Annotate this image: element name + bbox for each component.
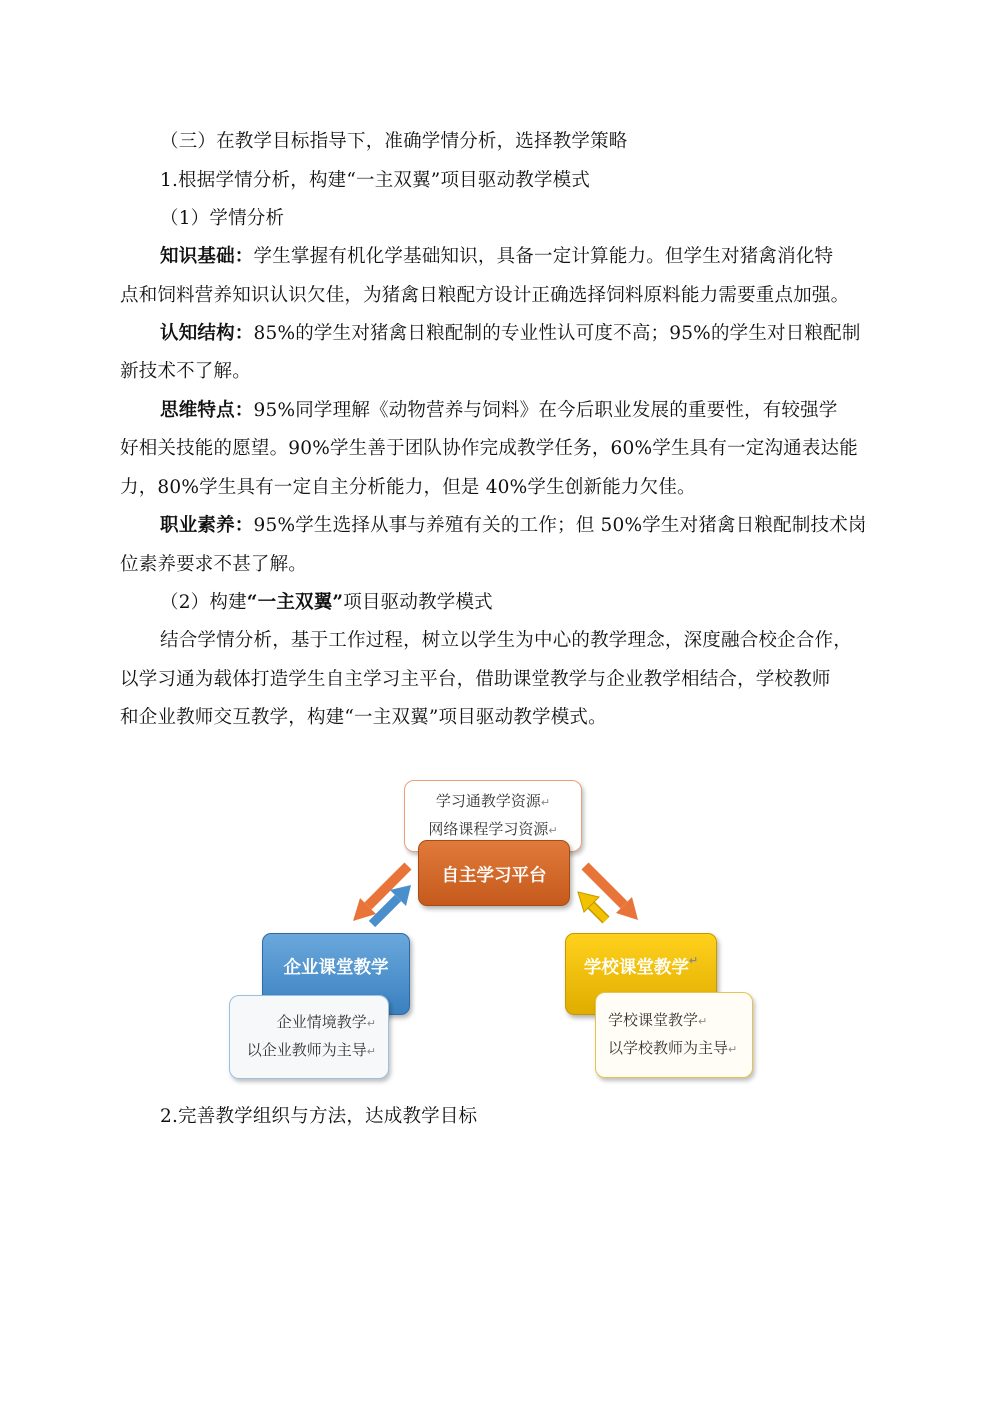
item2-heading: 2.完善教学组织与方法，达成教学目标: [160, 1106, 478, 1127]
enterprise-detail-item: 以企业教师为主导↵: [246, 1041, 376, 1059]
model-paragraph-line2: 以学习通为载体打造学生自主学习主平台，借助课堂教学与企业教学相结合，学校教师: [120, 669, 831, 690]
school-details-box: [595, 992, 753, 1078]
sub2-suffix: 项目驱动教学模式: [343, 592, 493, 613]
paragraph-mark-icon: ↵: [688, 954, 699, 967]
knowledge-text: 学生掌握有机化学基础知识，具备一定计算能力。但学生对猪禽消化特: [253, 246, 834, 267]
paragraph-mark-icon: ↵: [366, 1017, 376, 1030]
quality-text: 95%学生选择从事与养殖有关的工作；但 50%学生对猪禽日粮配制技术岗: [253, 515, 867, 536]
sub2-prefix: （2）构建: [160, 592, 247, 613]
sub2-bold: “一主双翼”: [246, 592, 344, 613]
knowledge-label: 知识基础：: [160, 246, 254, 267]
self-learning-platform-box: 自主学习平台: [418, 840, 570, 906]
school-teaching-box: 学校课堂教学 ↵: [565, 933, 717, 1015]
paragraph-mark-icon: ↵: [548, 824, 558, 837]
paragraph-mark-icon: ↵: [698, 1015, 708, 1028]
sub1-heading: （1）学情分析: [160, 208, 285, 229]
model-paragraph-line1: 结合学情分析，基于工作过程，树立以学生为中心的教学理念，深度融合校企合作，: [160, 630, 852, 651]
model-paragraph-line3: 和企业教师交互教学，构建“一主双翼”项目驱动教学模式。: [120, 707, 607, 728]
thinking-label: 思维特点：: [160, 400, 254, 421]
paragraph-mark-icon: ↵: [366, 1045, 376, 1058]
thinking-paragraph-line3: 力，80%学生具有一定自主分析能力，但是 40%学生创新能力欠佳。: [120, 477, 696, 498]
resource-item: 网络课程学习资源↵: [428, 820, 558, 838]
enterprise-detail-item: 企业情境教学↵: [276, 1013, 376, 1031]
resource-item: 学习通教学资源↵: [435, 792, 551, 810]
section-heading: （三）在教学目标指导下，准确学情分析，选择教学策略: [160, 131, 628, 152]
knowledge-paragraph-line2: 点和饲料营养知识认识欠佳，为猪禽日粮配方设计正确选择饲料原料能力需要重点加强。: [120, 285, 850, 306]
thinking-paragraph-line2: 好相关技能的愿望。90%学生善于团队协作完成教学任务，60%学生具有一定沟通表达能: [120, 438, 858, 459]
item1-heading: 1.根据学情分析，构建“一主双翼”项目驱动教学模式: [160, 170, 591, 191]
cognitive-label: 认知结构：: [160, 323, 254, 344]
cognitive-text: 85%的学生对猪禽日粮配制的专业性认可度不高；95%的学生对日粮配制: [253, 323, 861, 344]
quality-paragraph-line2: 位素养要求不甚了解。: [120, 554, 308, 575]
quality-label: 职业素养：: [160, 515, 254, 536]
school-detail-item: 以学校教师为主导↵: [608, 1039, 738, 1057]
paragraph-mark-icon: ↵: [728, 1043, 738, 1056]
cognitive-paragraph-line2: 新技术不了解。: [120, 361, 251, 382]
enterprise-teaching-box: 企业课堂教学: [262, 933, 410, 1015]
arrow-school-to-center: [578, 892, 606, 920]
paragraph-mark-icon: ↵: [540, 796, 551, 809]
thinking-text: 95%同学理解《动物营养与饲料》在今后职业发展的重要性，有较强学: [253, 400, 838, 421]
enterprise-details-box: [229, 995, 389, 1079]
school-detail-item: 学校课堂教学↵: [608, 1011, 708, 1029]
